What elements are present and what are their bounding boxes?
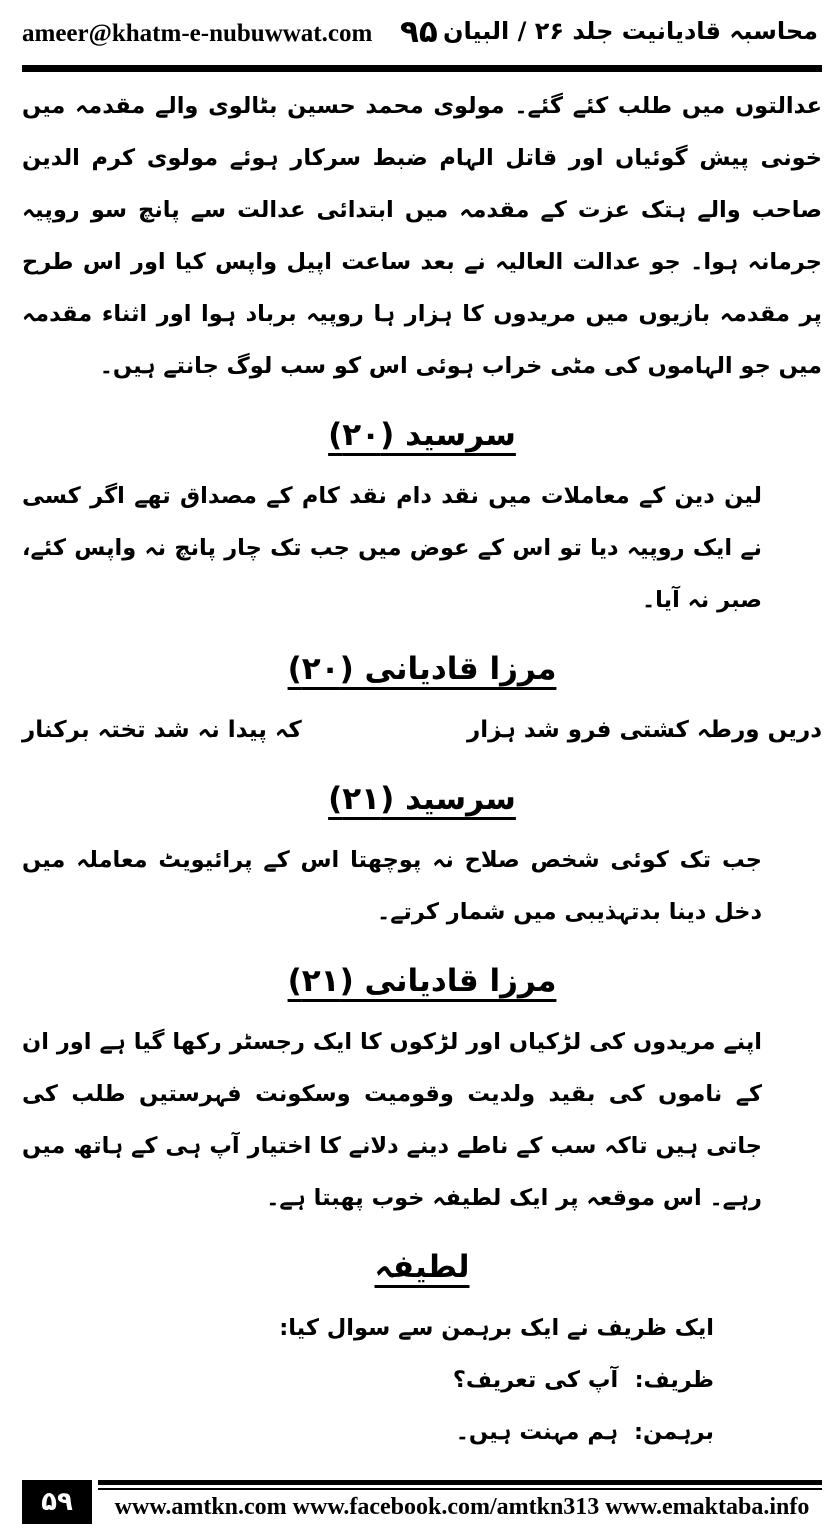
footer-rule (98, 1480, 822, 1485)
dialogue-text: آپ کی تعریف؟ (452, 1367, 619, 1393)
heading-text: مرزا قادیانی (۲۰) (287, 651, 557, 687)
page-footer (22, 1480, 822, 1524)
intro-paragraph: عدالتوں میں طلب کئے گئے۔ مولوی محمد حسین بٹالوی والے مقدمہ میں خونی پیش گوئیاں اور قاتل الہام ضبط سرکار ہوئے مولوی کرم الدین صاحب والے ہتک عزت کے مقدمہ میں ابتدائی عدالت سے پانچ سو روپیہ جرمانہ ہوا۔ جو عدالت العالیہ نے بعد ساعت اپیل واپس کیا اور اس طرح پر مقدمہ بازیوں میں مریدوں کا ہزار ہا روپیہ برباد ہوا اور اثناء مقدمہ میں جو الہاموں کی مٹی خراب ہوئی اس کو سب لوگ جانتے ہیں۔ (22, 93, 822, 379)
verse-first-half: دریں ورطہ کشتی فرو شد ہزار (466, 717, 822, 743)
latifa-intro: ایک ظریف نے ایک برہمن سے سوال کیا: (279, 1315, 714, 1341)
section-heading-sir-syed-21 (22, 768, 822, 830)
dialogue-speaker: برہمن: (634, 1419, 714, 1445)
dialogue-line (22, 1406, 822, 1458)
page-header (0, 0, 840, 70)
section-heading-mirza-21 (22, 950, 822, 1012)
section-heading-sir-syed-20 (22, 404, 822, 466)
footer-links: www.amtkn.com www.facebook.com/amtkn313 www.emaktaba.info (114, 1494, 810, 1520)
footer-rule-thin (98, 1488, 822, 1490)
dialogue-speaker: ظریف: (634, 1367, 714, 1393)
header-book-title: محاسبہ قادیانیت جلد ۲۶ / البیان (442, 17, 818, 45)
dialogue-line (22, 1354, 822, 1406)
heading-text: مرزا قادیانی (۲۱) (287, 963, 557, 999)
sir-syed-21-paragraph: جب تک کوئی شخص صلاح نہ پوچھتا اس کے پرائیویٹ معاملہ میں دخل دینا بدتہذیبی میں شمار کرتے۔ (22, 847, 762, 925)
heading-text: سرسید (۲۰) (328, 417, 516, 453)
footer-page-number: ۵۹ (22, 1480, 92, 1524)
section-heading-mirza-20 (22, 638, 822, 700)
header-email: ameer@khatm-e-nubuwwat.com (22, 20, 373, 47)
heading-text: لطیفہ (374, 1249, 470, 1285)
page-content (22, 80, 822, 1458)
header-page-number: ۹۵ (400, 14, 438, 50)
header-rule (22, 65, 822, 72)
verse-second-half: کہ پیدا نہ شد تختہ برکنار (22, 717, 302, 743)
persian-verse (22, 704, 822, 756)
dialogue-text: ہم مہنت ہیں۔ (455, 1419, 619, 1445)
heading-text: سرسید (۲۱) (328, 781, 516, 817)
section-heading-latifa (22, 1236, 822, 1298)
mirza-21-paragraph: اپنے مریدوں کی لڑکیاں اور لڑکوں کا ایک رجسٹر رکھا گیا ہے اور ان کے ناموں کی بقید ولدیت وقومیت وسکونت فہرستیں طلب کی جاتی ہیں تاکہ سب کے ناطے دینے دلانے کا اختیار آپ ہی کے ہاتھ میں رہے۔ اس موقعہ پر ایک لطیفہ خوب پھبتا ہے۔ (22, 1029, 762, 1211)
sir-syed-20-paragraph: لین دین کے معاملات میں نقد دام نقد کام کے مصداق تھے اگر کسی نے ایک روپیہ دیا تو اس کے عوض میں جب تک چار پانچ نہ واپس کئے، صبر نہ آیا۔ (22, 483, 762, 613)
